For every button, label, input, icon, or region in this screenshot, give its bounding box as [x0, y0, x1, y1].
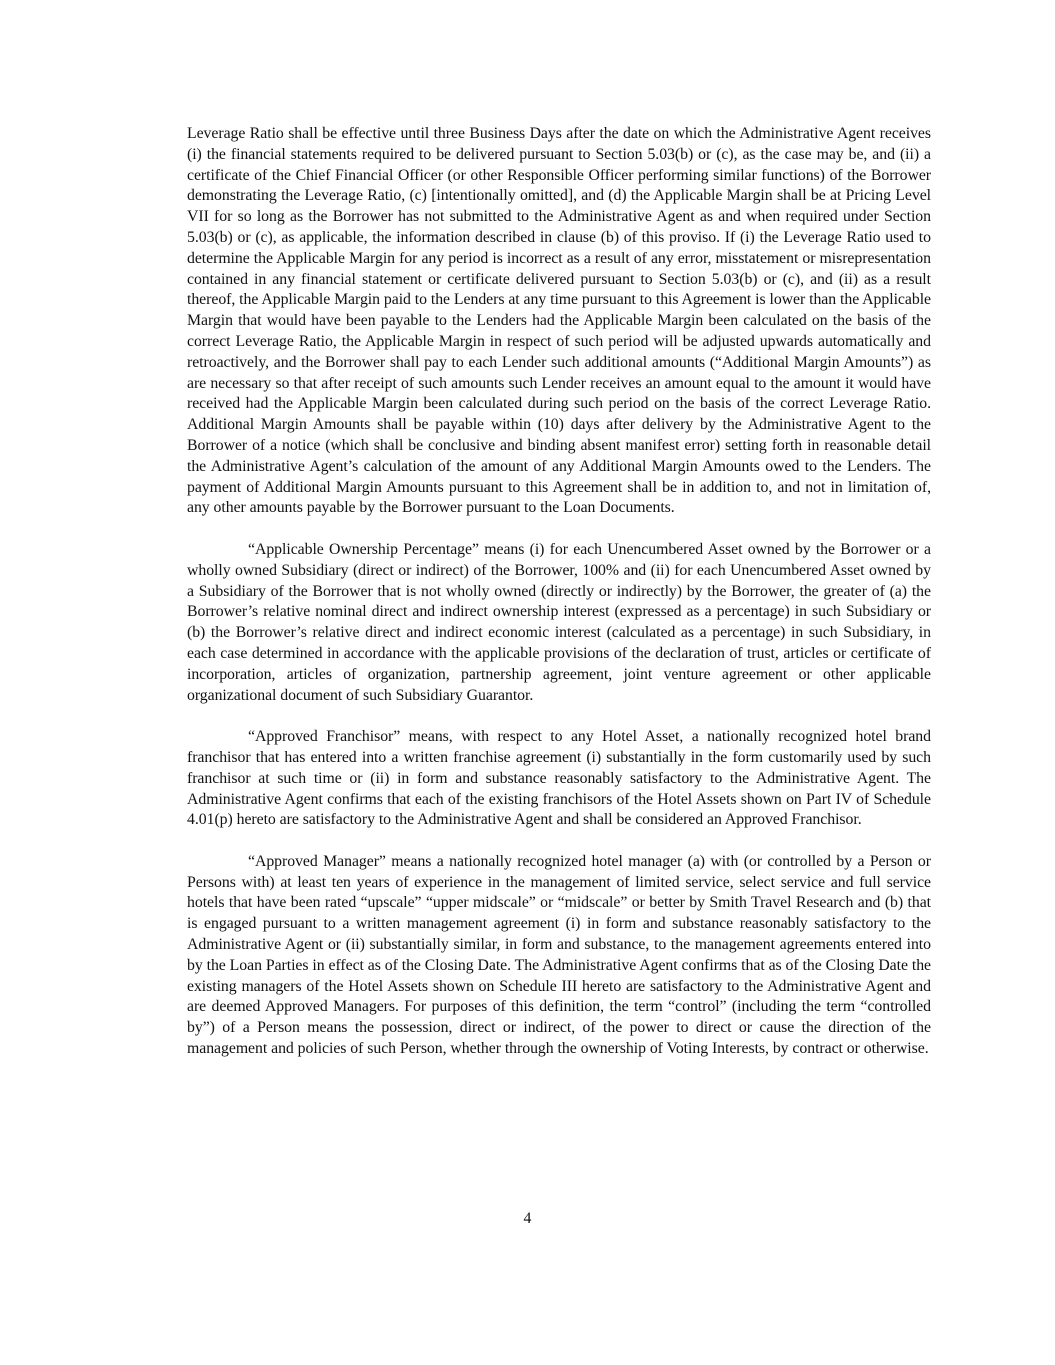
page-number: 4: [523, 1210, 532, 1227]
body-text: [187, 124, 931, 1060]
paragraph-leverage-ratio-continued: Leverage Ratio shall be effective until three Business Days after the date on which the Administrative Agent receives (i) the financial statements required to be delivered pursuant to Section 5.03(b) or (c), as the case may be, and (ii) a certificate of the Chief Financial Officer (or other Responsible Officer performing similar functions) of the Borrower demonstrating the Leverage Ratio, (c) [intentionally omitted], and (d) the Applicable Margin shall be at Pricing Level VII for so long as the Borrower has not submitted to the Administrative Agent as and when required under Section 5.03(b) or (c), as applicable, the information described in clause (b) of this proviso. If (i) the Leverage Ratio used to determine the Applicable Margin for any period is incorrect as a result of any error, misstatement or misrepresentation contained in any financial statement or certificate delivered pursuant to Section 5.03(b) or (c), and (ii) as a result thereof, the Applicable Margin paid to the Lenders at any time pursuant to this Agreement is lower than the Applicable Margin that would have been payable to the Lenders had the Applicable Margin been calculated on the basis of the correct Leverage Ratio, the Applicable Margin in respect of such period will be adjusted upwards automatically and retroactively, and the Borrower shall pay to each Lender such additional amounts (“Additional Margin Amounts”) as are necessary so that after receipt of such amounts such Lender receives an amount equal to the amount it would have received had the Applicable Margin been calculated during such period on the basis of the correct Leverage Ratio. Additional Margin Amounts shall be payable within (10) days after delivery by the Administrative Agent to the Borrower of a notice (which shall be conclusive and binding absent manifest error) setting forth in reasonable detail the Administrative Agent’s calculation of the amount of any Additional Margin Amounts owed to the Lenders. The payment of Additional Margin Amounts pursuant to this Agreement shall be in addition to, and not in limitation of, any other amounts payable by the Borrower pursuant to the Loan Documents.: [187, 125, 931, 517]
paragraph-approved-manager: “Approved Manager” means a nationally recognized hotel manager (a) with (or controlled by a Person or Persons with) at least ten years of experience in the management of limited service, select service and full service hotels that have been rated “upscale” “upper midscale” or “midscale” or better by Smith Travel Research and (b) that is engaged pursuant to a written management agreement (i) in form and substance reasonably satisfactory to the Administrative Agent or (ii) substantially similar, in form and substance, to the management agreements entered into by the Loan Parties in effect as of the Closing Date. The Administrative Agent confirms that as of the Closing Date the existing managers of the Hotel Assets shown on Schedule III hereto are satisfactory to the Administrative Agent and are deemed Approved Managers. For purposes of this definition, the term “control” (including the term “controlled by”) of a Person means the possession, direct or indirect, of the power to direct or cause the direction of the management and policies of such Person, whether through the ownership of Voting Interests, by contract or otherwise.: [187, 852, 931, 1058]
paragraph-approved-franchisor: “Approved Franchisor” means, with respect to any Hotel Asset, a nationally recognized hotel brand franchisor that has entered into a written franchise agreement (i) substantially in the form customarily used by such franchisor at such time or (ii) in form and substance reasonably satisfactory to the Administrative Agent. The Administrative Agent confirms that each of the existing franchisors of the Hotel Assets shown on Part IV of Schedule 4.01(p) hereto are satisfactory to the Administrative Agent and shall be considered an Approved Franchisor.: [187, 728, 931, 829]
paragraph-applicable-ownership-percentage: “Applicable Ownership Percentage” means (i) for each Unencumbered Asset owned by the Borrower or a wholly owned Subsidiary (direct or indirect) of the Borrower, 100% and (ii) for each Unencumbered Asset owned by a Subsidiary of the Borrower that is not wholly owned (directly or indirectly) by the Borrower, the greater of (a) the Borrower’s relative nominal direct and indirect ownership interest (expressed as a percentage) in such Subsidiary or (b) the Borrower’s relative direct and indirect economic interest (calculated as a percentage) in such Subsidiary, in each case determined in accordance with the applicable provisions of the declaration of trust, articles or certificate of incorporation, articles of organization, partnership agreement, joint venture agreement or other applicable organizational document of such Subsidiary Guarantor.: [187, 540, 931, 704]
